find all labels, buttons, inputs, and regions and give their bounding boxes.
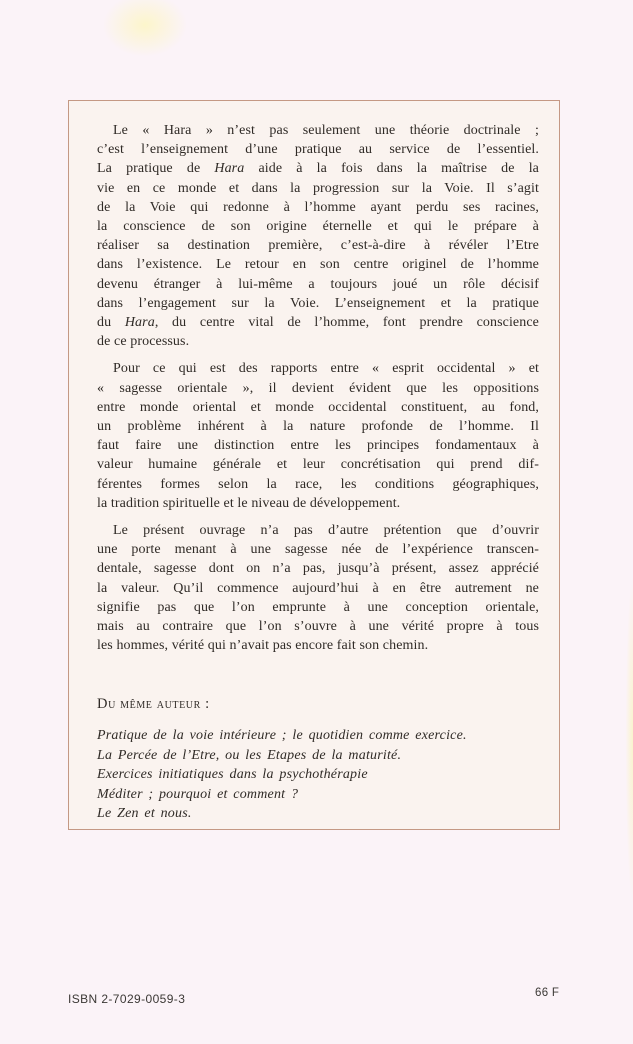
text-line: de ce processus. xyxy=(97,334,190,350)
text-line: Le « Hara » n’est pas seulement une théorie doctrinale ; xyxy=(113,123,539,138)
text-line: la valeur. Qu’il commence aujourd’hui à en être autrement ne xyxy=(97,580,539,596)
text-line: mais au contraire que l’on s’ouvre à une vérité propre à tous xyxy=(97,619,539,635)
text-line: devenu étranger à lui-même a toujours joué un rôle décisif xyxy=(97,276,539,292)
text-line: une porte menant à une sagesse née de l’expérience transcen- xyxy=(97,542,539,558)
text-line: férentes formes selon la race, les conditions géographiques, xyxy=(97,476,539,492)
blurb-box xyxy=(68,100,560,830)
work-item: Pratique de la voie intérieure ; le quotidien comme exercice. xyxy=(97,728,467,744)
work-item: Le Zen et nous. xyxy=(97,806,192,822)
isbn-label: ISBN 2-7029-0059-3 xyxy=(68,992,186,1006)
text-line: dans l’engagement sur la Voie. L’enseignement et la pratique xyxy=(97,295,539,311)
work-item: Exercices initiatiques dans la psychothérapie xyxy=(97,767,368,783)
text-line: valeur humaine générale et leur concrétisation qui prend dif- xyxy=(97,457,539,473)
work-item: Méditer ; pourquoi et comment ? xyxy=(97,786,299,802)
text-line: du Hara, du centre vital de l’homme, font prendre conscience xyxy=(97,315,539,331)
price-label: 66 F xyxy=(535,987,560,999)
text-line: Le présent ouvrage n’a pas d’autre prétention que d’ouvrir xyxy=(113,523,539,539)
text-line: Pour ce qui est des rapports entre « esprit occidental » et xyxy=(113,361,539,377)
text-line: un problème inhérent à la nature profonde de l’homme. Il xyxy=(97,419,539,435)
text-line: dentale, sagesse dont on n’a pas, jusqu’à présent, assez apprécié xyxy=(97,561,539,577)
text-line: réaliser sa destination première, c’est-à-dire à révéler l’Etre xyxy=(97,238,539,254)
text-line: les hommes, vérité qui n’avait pas encore fait son chemin. xyxy=(97,638,429,654)
paragraph xyxy=(97,521,539,655)
work-item: La Percée de l’Etre, ou les Etapes de la maturité. xyxy=(97,747,402,763)
works-list xyxy=(97,726,539,824)
text-line: « sagesse orientale », il devient évident que les oppositions xyxy=(97,380,539,396)
text-line: La pratique de Hara aide à la fois dans la maîtrise de la xyxy=(97,161,539,177)
text-line: faut faire une distinction entre les principes fondamentaux à xyxy=(97,438,539,454)
blurb-paragraphs xyxy=(97,121,539,655)
text-line: la tradition spirituelle et le niveau de développement. xyxy=(97,495,401,511)
text-line: vie en ce monde et dans la progression sur la Voie. Il s’agit xyxy=(97,180,539,196)
text-line: de la Voie qui redonne à l’homme ayant perdu ses racines, xyxy=(97,199,539,215)
text-line: entre monde oriental et monde occidental constituent, au fond, xyxy=(97,399,539,415)
text-line: signifie pas que l’on emprunte à une conception orientale, xyxy=(97,599,539,615)
paragraph xyxy=(97,359,539,513)
text-line: la conscience de son origine éternelle et qui le prépare à xyxy=(97,219,539,235)
author-heading: Du même auteur : xyxy=(97,696,210,713)
text-line: c’est l’enseignement d’une pratique au service de l’essentiel. xyxy=(97,142,539,158)
text-line: dans l’existence. Le retour en son centre originel de l’homme xyxy=(97,257,539,273)
paragraph xyxy=(97,121,539,351)
